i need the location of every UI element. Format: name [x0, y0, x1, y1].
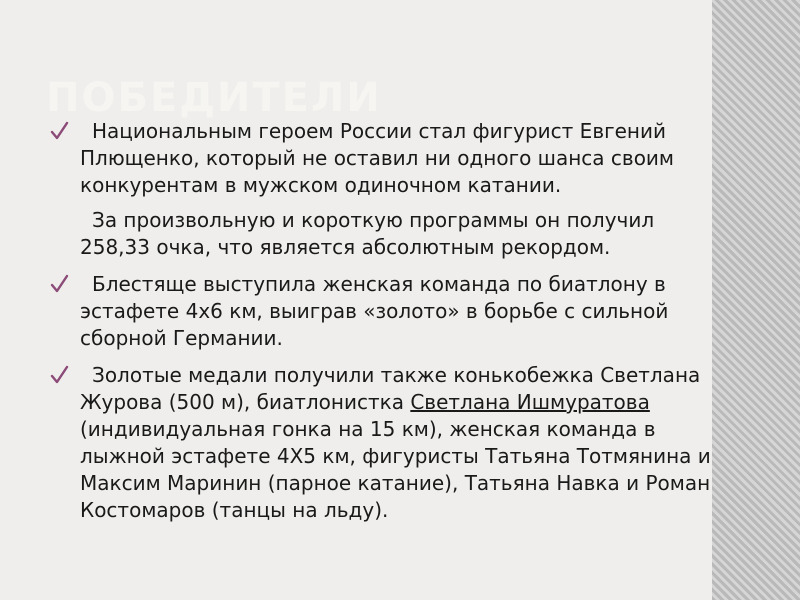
paragraph-score: [46, 207, 718, 261]
paragraph-biathlon-relay: [46, 271, 718, 352]
decorative-stripe: [712, 0, 800, 600]
paragraph-gold-medals: [46, 362, 718, 524]
paragraph-text: Национальным героем России стал фигурист Евгений Плющенко, который не оставил ни одного шанса своим конкурентам в мужском одиночном катании.: [80, 119, 675, 197]
paragraph-plushenko: [46, 118, 718, 199]
checkmark-icon: [50, 364, 70, 386]
paragraph-text-after: (индивидуальная гонка на 15 км), женская команда в лыжной эстафете 4Х5 км, фигуристы Татьяна Тотмянина и Максим Маринин (парное катание), Татьяна Навка и Роман Костомаров (танцы на льду).: [80, 417, 711, 522]
ishmuratova-link[interactable]: Светлана Ишмуратова: [410, 390, 650, 414]
checkmark-icon: [50, 120, 70, 142]
slide-content: [46, 118, 718, 534]
paragraph-text: Блестяще выступила женская команда по биатлону в эстафете 4х6 км, выиграв «золото» в борьбе с сильной сборной Германии.: [80, 272, 669, 350]
paragraph-text: За произвольную и короткую программы он получил 258,33 очка, что является абсолютным рекордом.: [80, 208, 655, 259]
checkmark-icon: [50, 273, 70, 295]
paragraph-text-before: Золотые медали получили также конькобежка Светлана Журова (500 м), биатлонистка: [80, 363, 701, 414]
slide-title: ПОБЕДИТЕЛИ: [46, 75, 382, 121]
